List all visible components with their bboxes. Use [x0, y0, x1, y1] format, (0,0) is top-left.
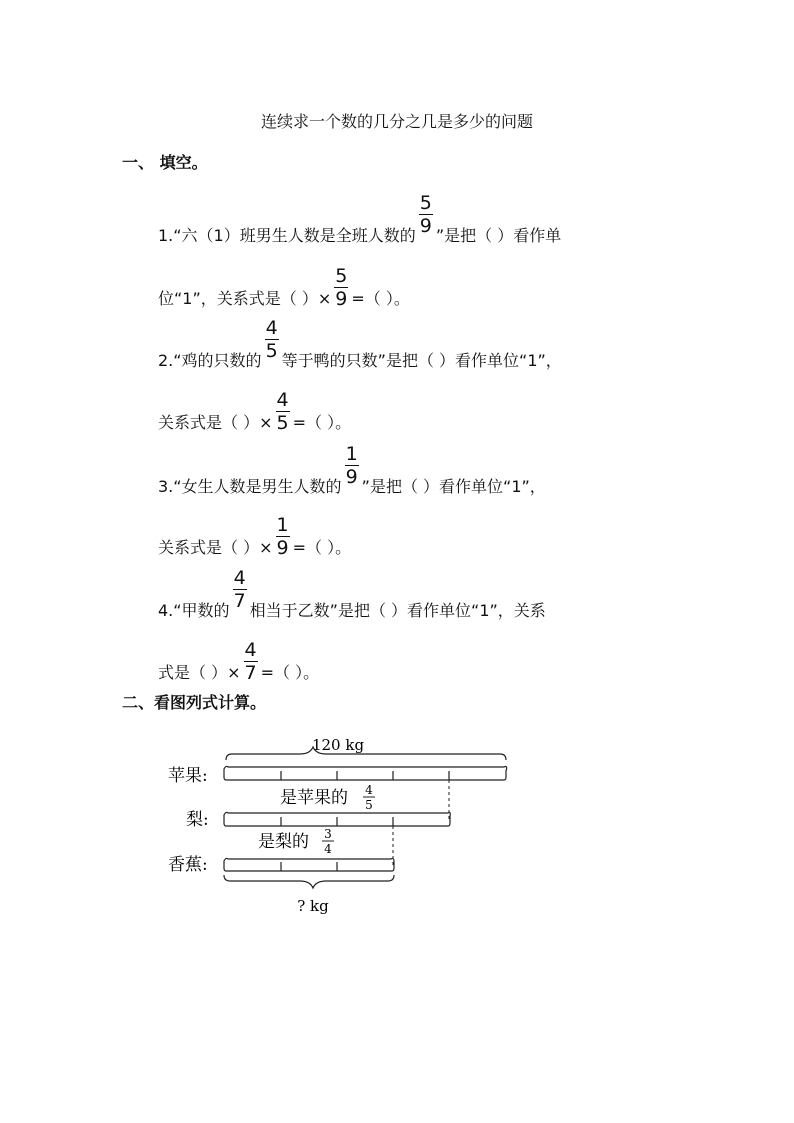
question-1-line-1: 1.“六（1）班男生人数是全班人数的 $\frac{5}{9}$ ”是把（ ）看作单 [158, 192, 562, 245]
question-2-line-2: 关系式是（ ）× $\frac{4}{5}$ =（ ）。 [158, 389, 352, 434]
question-1-line-2: 位“1”，关系式是（ ）× $\frac{5}{9}$ =（ ）。 [158, 265, 410, 310]
unknown-label: ? kg [297, 897, 329, 915]
fraction: $\frac{5}{9}$ [419, 192, 432, 237]
pear-frac-num: 4 [365, 783, 373, 797]
segment-diagram [160, 725, 520, 925]
banana-segment [224, 858, 394, 871]
fraction: $\frac{5}{9}$ [335, 265, 348, 310]
fraction: $\frac{4}{5}$ [265, 317, 278, 362]
banana-label: 香蕉: [168, 855, 208, 875]
question-4-line-1: 4.“甲数的 $\frac{4}{7}$ 相当于乙数”是把（ ）看作单位“1”，关系 [158, 567, 546, 620]
apple-label: 苹果: [168, 766, 208, 786]
fraction: $\frac{4}{7}$ [244, 639, 257, 684]
section-1-heading: 一、 填空。 [122, 153, 208, 172]
pear-frac-den: 5 [365, 798, 373, 812]
question-3-line-1: 3.“女生人数是男生人数的 $\frac{1}{9}$ ”是把（ ）看作单位“1”， [158, 443, 546, 496]
pear-note: 是苹果的 [280, 788, 348, 808]
fraction: $\frac{4}{5}$ [276, 389, 289, 434]
banana-frac-num: 3 [324, 827, 332, 841]
banana-frac-den: 4 [324, 842, 332, 856]
fraction: $\frac{1}{9}$ [345, 443, 358, 488]
banana-note: 是梨的 [258, 832, 309, 852]
unknown-brace [224, 875, 394, 888]
page-title: 连续求一个数的几分之几是多少的问题 [260, 112, 533, 131]
section-2-heading: 二、看图列式计算。 [122, 693, 267, 712]
fraction: $\frac{1}{9}$ [276, 514, 289, 559]
pear-label: 梨: [186, 810, 209, 830]
question-2-line-1: 2.“鸡的只数的 $\frac{4}{5}$ 等于鸭的只数”是把（ ）看作单位“1”， [158, 317, 562, 370]
fraction: $\frac{4}{7}$ [233, 567, 246, 612]
total-brace [226, 747, 506, 760]
question-4-line-2: 式是（ ）× $\frac{4}{7}$ =（ ）。 [158, 639, 320, 684]
total-label: 120 kg [311, 736, 365, 754]
question-3-line-2: 关系式是（ ）× $\frac{1}{9}$ =（ ）。 [158, 514, 352, 559]
apple-segment [224, 766, 507, 780]
